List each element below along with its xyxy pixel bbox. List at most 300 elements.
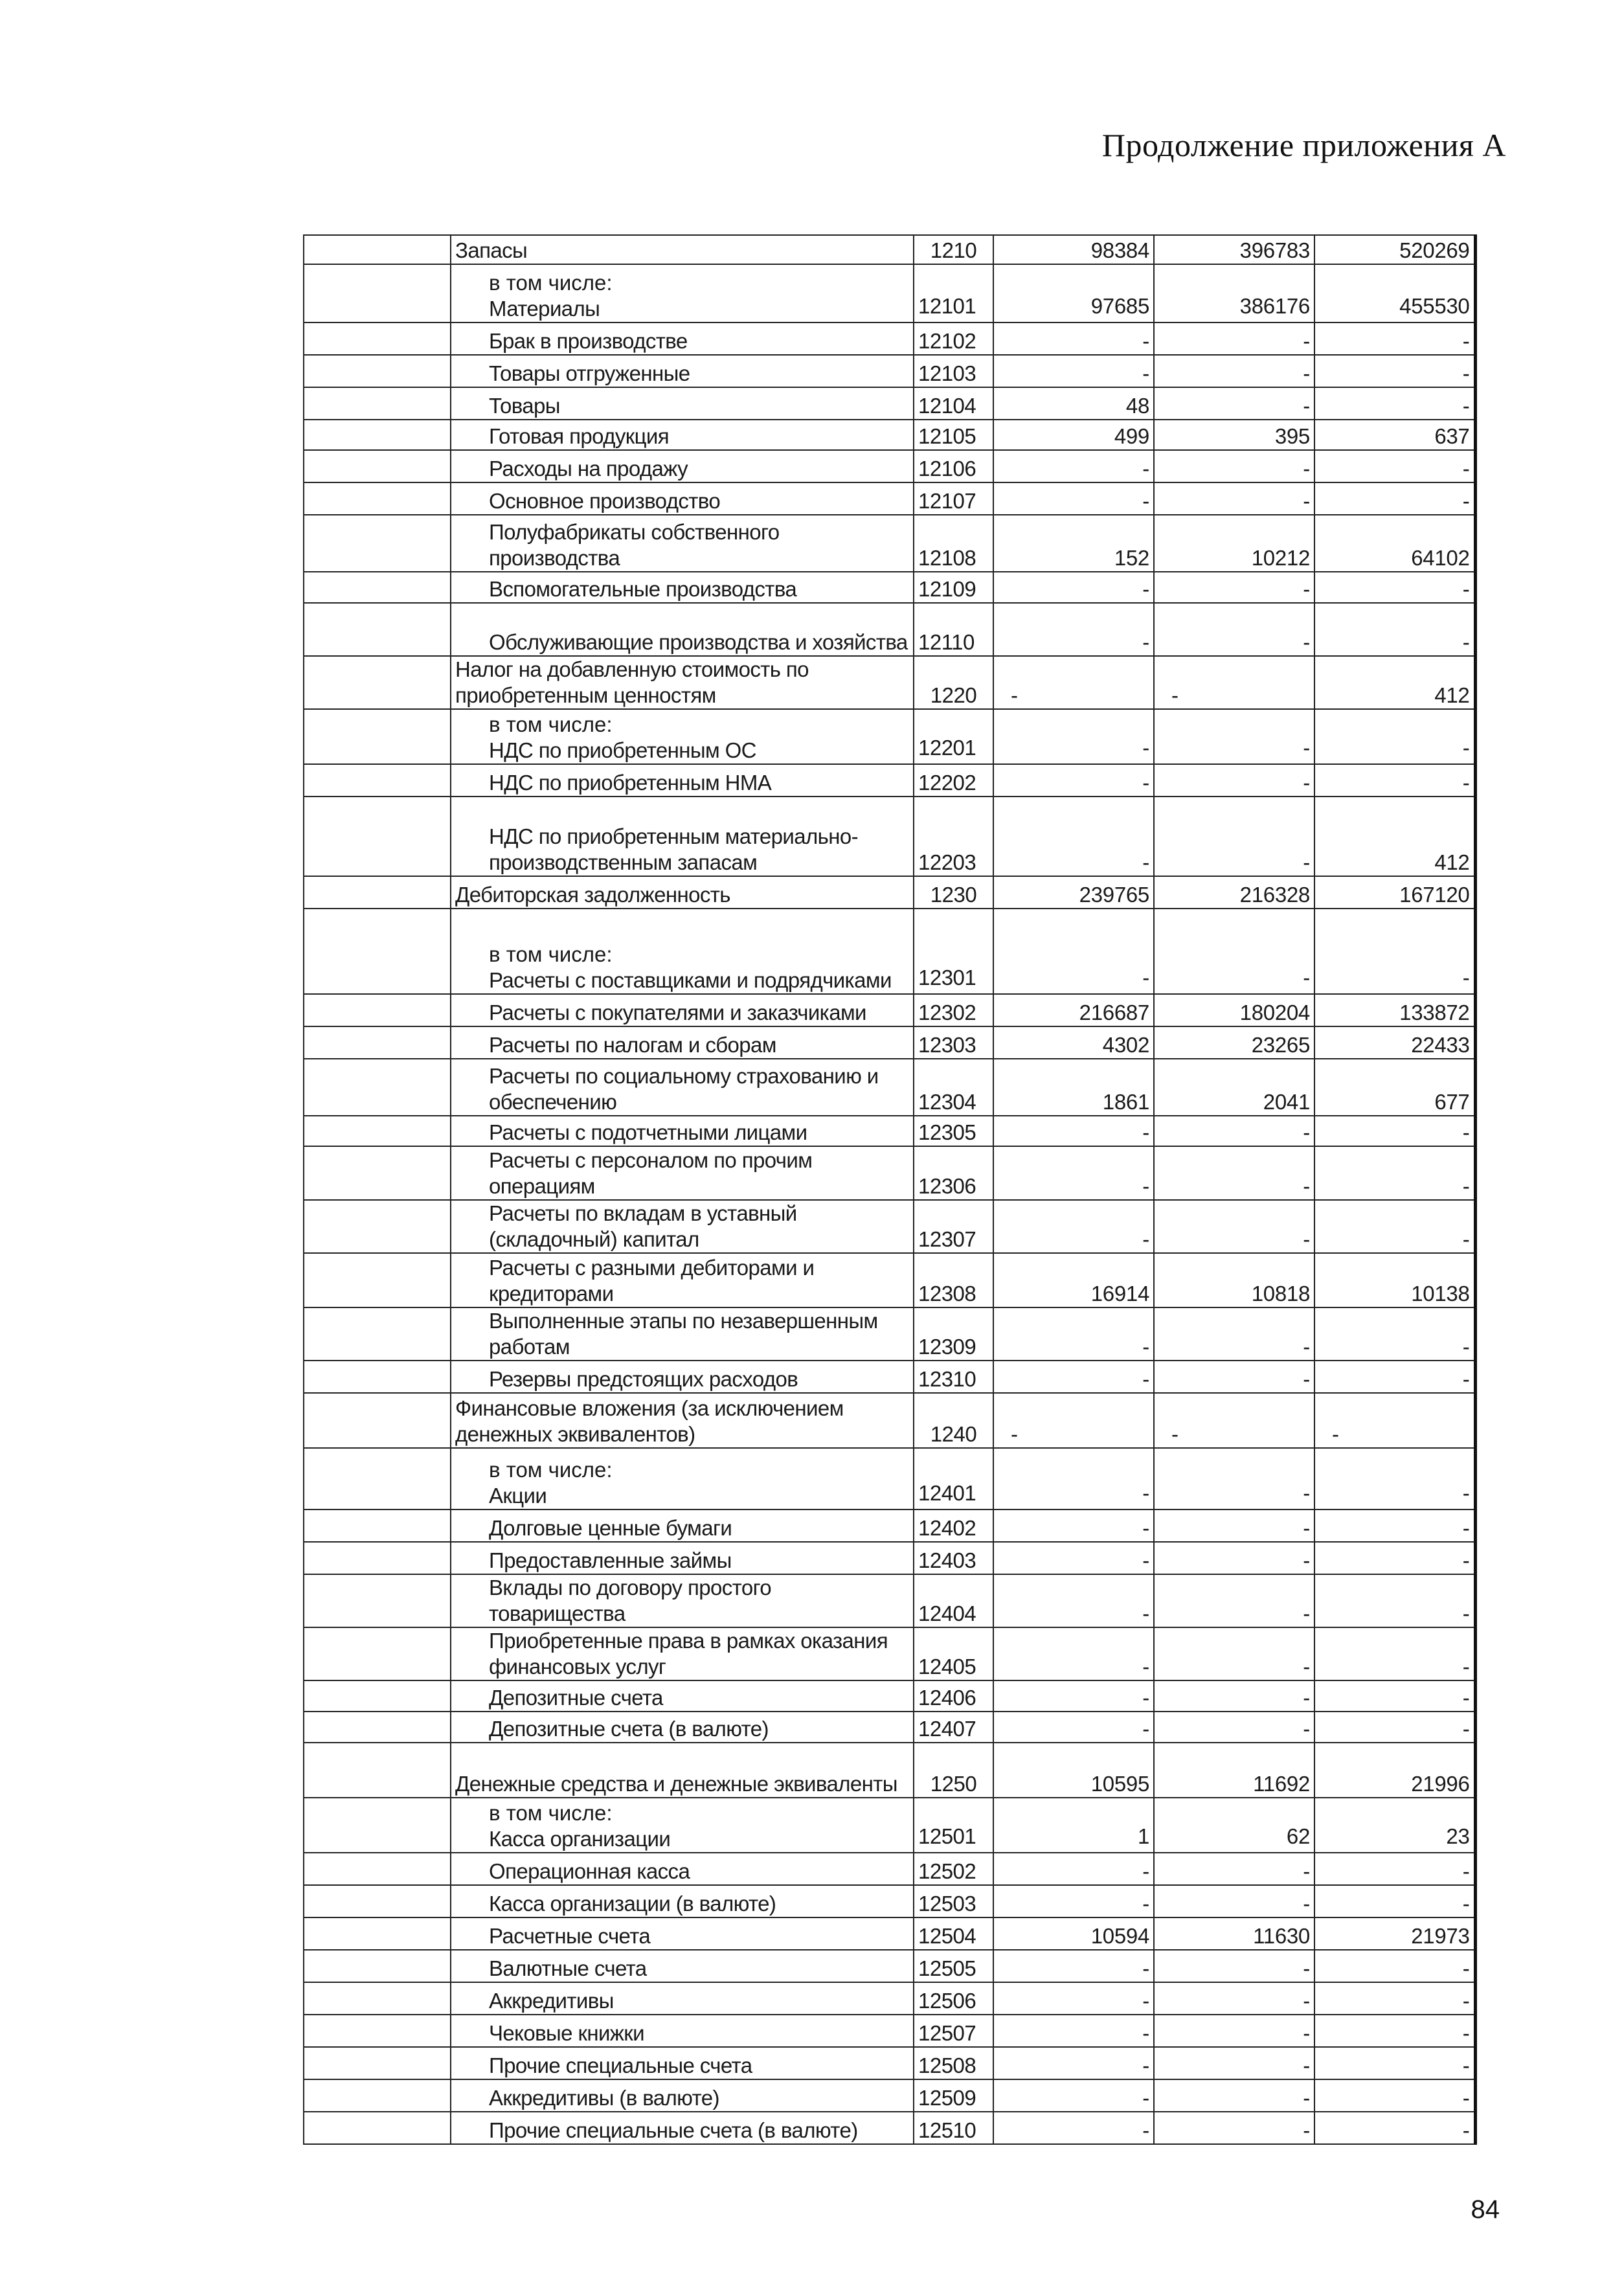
value-cell-col-3: 412: [1314, 656, 1475, 709]
row-label-text: Расчетные счета: [489, 1924, 651, 1948]
row-code: 12203: [914, 797, 993, 876]
table-row: [304, 1680, 1475, 1712]
row-code: 12102: [914, 322, 993, 355]
balance-sheet-table: [303, 234, 1477, 2145]
table-row: [304, 909, 1475, 994]
value-cell-col-1: -: [993, 1712, 1154, 1743]
value-cell-col-3: -: [1314, 1680, 1475, 1712]
row-label-text: Денежные средства и денежные эквиваленты: [455, 1772, 897, 1796]
row-label-sub: [451, 322, 914, 355]
row-code: 12302: [914, 994, 993, 1026]
row-label-sub: [451, 450, 914, 482]
table-row: [304, 264, 1475, 322]
value-cell-col-1: 239765: [993, 876, 1154, 909]
value-cell-col-2: -: [1154, 1116, 1314, 1146]
row-label-text: Предоставленные займы: [489, 1548, 732, 1572]
row-code: 12103: [914, 355, 993, 387]
row-label-text: Расчеты по социальному страхованию и обеспечению: [489, 1064, 879, 1114]
row-label-text: Готовая продукция: [489, 424, 669, 448]
value-cell-col-1: -: [993, 1116, 1154, 1146]
value-cell-col-1: -: [993, 1627, 1154, 1680]
value-cell-col-2: -: [1154, 709, 1314, 764]
value-cell-col-3: -: [1314, 1116, 1475, 1146]
value-cell-col-2: -: [1154, 2015, 1314, 2047]
row-label-text: Расчеты с разными дебиторами и кредиторами: [489, 1256, 815, 1306]
row-label-sub: [451, 709, 914, 764]
table-row: [304, 1026, 1475, 1059]
row-label-text: Резервы предстоящих расходов: [489, 1367, 798, 1391]
value-cell-col-3: -: [1314, 764, 1475, 797]
value-cell-col-3: -: [1314, 1853, 1475, 1885]
row-blank-cell: [304, 1950, 451, 1982]
value-cell-col-3: 677: [1314, 1059, 1475, 1116]
row-blank-cell: [304, 387, 451, 420]
value-cell-col-2: 10818: [1154, 1253, 1314, 1307]
value-cell-col-2: -: [1154, 1853, 1314, 1885]
value-cell-col-1: -: [993, 1307, 1154, 1361]
row-blank-cell: [304, 264, 451, 322]
value-cell-col-3: -: [1314, 709, 1475, 764]
row-label-sub: [451, 387, 914, 420]
value-cell-col-1: 4302: [993, 1026, 1154, 1059]
value-cell-col-3: 10138: [1314, 1253, 1475, 1307]
row-code: 12104: [914, 387, 993, 420]
row-code: 12109: [914, 572, 993, 603]
row-blank-cell: [304, 1253, 451, 1307]
row-label-sub: [451, 909, 914, 994]
table-row: [304, 322, 1475, 355]
table-row: [304, 1448, 1475, 1509]
row-code: 12506: [914, 1982, 993, 2015]
value-cell-col-3: 637: [1314, 420, 1475, 450]
value-cell-col-3: -: [1314, 603, 1475, 656]
row-blank-cell: [304, 876, 451, 909]
row-label-text: Расчеты с поставщиками и подрядчиками: [489, 968, 892, 992]
value-cell-col-1: -: [993, 1146, 1154, 1200]
value-cell-col-2: -: [1154, 322, 1314, 355]
row-blank-cell: [304, 572, 451, 603]
value-cell-col-1: -: [993, 1393, 1154, 1448]
including-label: в том числе:: [489, 1801, 613, 1825]
value-cell-col-3: -: [1314, 2112, 1475, 2144]
value-cell-col-2: -: [1154, 1982, 1314, 2015]
row-code: 1240: [914, 1393, 993, 1448]
value-cell-col-2: -: [1154, 1393, 1314, 1448]
including-label: в том числе:: [489, 712, 613, 736]
value-cell-col-3: -: [1314, 1574, 1475, 1627]
row-code: 12308: [914, 1253, 993, 1307]
table-row: [304, 876, 1475, 909]
value-cell-col-2: -: [1154, 482, 1314, 515]
row-code: 12202: [914, 764, 993, 797]
row-blank-cell: [304, 515, 451, 572]
row-code: 12510: [914, 2112, 993, 2144]
table-row: [304, 235, 1475, 264]
table-row: [304, 2047, 1475, 2079]
row-code: 12405: [914, 1627, 993, 1680]
row-blank-cell: [304, 603, 451, 656]
row-code: 12509: [914, 2079, 993, 2112]
value-cell-col-2: -: [1154, 1509, 1314, 1542]
row-code: 12110: [914, 603, 993, 656]
table-row: [304, 1361, 1475, 1393]
row-code: 12502: [914, 1853, 993, 1885]
row-code: 12309: [914, 1307, 993, 1361]
table-row: [304, 1200, 1475, 1253]
row-blank-cell: [304, 1680, 451, 1712]
value-cell-col-1: -: [993, 909, 1154, 994]
value-cell-col-3: -: [1314, 1361, 1475, 1393]
row-label-sub: [451, 1950, 914, 1982]
value-cell-col-3: 167120: [1314, 876, 1475, 909]
row-label-text: Расчеты с персоналом по прочим операциям: [489, 1148, 813, 1198]
row-code: 12507: [914, 2015, 993, 2047]
value-cell-col-1: 98384: [993, 235, 1154, 264]
row-blank-cell: [304, 1853, 451, 1885]
value-cell-col-3: -: [1314, 1146, 1475, 1200]
row-code: 12403: [914, 1542, 993, 1574]
value-cell-col-2: -: [1154, 1885, 1314, 1917]
row-code: 12301: [914, 909, 993, 994]
value-cell-col-2: -: [1154, 1712, 1314, 1743]
value-cell-col-2: -: [1154, 450, 1314, 482]
row-blank-cell: [304, 797, 451, 876]
value-cell-col-1: -: [993, 355, 1154, 387]
row-label-sub: [451, 1574, 914, 1627]
row-label-text: Запасы: [455, 238, 528, 262]
row-code: 12503: [914, 1885, 993, 1917]
value-cell-col-2: 23265: [1154, 1026, 1314, 1059]
table-row: [304, 2112, 1475, 2144]
value-cell-col-1: -: [993, 1361, 1154, 1393]
table-row: [304, 1574, 1475, 1627]
row-label-sub: [451, 1509, 914, 1542]
value-cell-col-3: 64102: [1314, 515, 1475, 572]
row-blank-cell: [304, 2079, 451, 2112]
value-cell-col-3: -: [1314, 1885, 1475, 1917]
row-label-text: Чековые книжки: [489, 2021, 644, 2045]
value-cell-col-1: -: [993, 2015, 1154, 2047]
value-cell-col-1: 216687: [993, 994, 1154, 1026]
row-label-text: Валютные счета: [489, 1956, 647, 1980]
table-row: [304, 1917, 1475, 1950]
table-row: [304, 1307, 1475, 1361]
table-row: [304, 387, 1475, 420]
row-label-sub: [451, 1982, 914, 2015]
row-label-text: Выполненные этапы по незавершенным работам: [489, 1309, 878, 1359]
table-row: [304, 764, 1475, 797]
value-cell-col-1: -: [993, 1982, 1154, 2015]
row-label-sub: [451, 1253, 914, 1307]
table-row: [304, 1853, 1475, 1885]
row-code: 12406: [914, 1680, 993, 1712]
row-label-sub: [451, 515, 914, 572]
row-label-sub: [451, 1627, 914, 1680]
value-cell-col-2: -: [1154, 1542, 1314, 1574]
row-blank-cell: [304, 2112, 451, 2144]
value-cell-col-1: 499: [993, 420, 1154, 450]
row-blank-cell: [304, 1509, 451, 1542]
value-cell-col-2: -: [1154, 764, 1314, 797]
row-label-sub: [451, 355, 914, 387]
table-row: [304, 420, 1475, 450]
table-row: [304, 603, 1475, 656]
value-cell-col-3: -: [1314, 909, 1475, 994]
value-cell-col-3: -: [1314, 1509, 1475, 1542]
row-label-text: Прочие специальные счета: [489, 2053, 752, 2077]
row-blank-cell: [304, 2015, 451, 2047]
value-cell-col-3: -: [1314, 2015, 1475, 2047]
row-label-text: Расчеты с подотчетными лицами: [489, 1120, 807, 1144]
row-label-text: Операционная касса: [489, 1859, 690, 1883]
value-cell-col-1: 10595: [993, 1743, 1154, 1798]
value-cell-col-2: -: [1154, 1574, 1314, 1627]
value-cell-col-1: -: [993, 2079, 1154, 2112]
value-cell-col-3: -: [1314, 482, 1475, 515]
value-cell-col-1: -: [993, 709, 1154, 764]
value-cell-col-2: 396783: [1154, 235, 1314, 264]
row-label-text: Касса организации (в валюте): [489, 1892, 776, 1916]
value-cell-col-1: -: [993, 656, 1154, 709]
row-label-text: Товары: [489, 394, 560, 418]
value-cell-col-1: -: [993, 572, 1154, 603]
value-cell-col-3: -: [1314, 322, 1475, 355]
row-blank-cell: [304, 450, 451, 482]
row-code: 12307: [914, 1200, 993, 1253]
value-cell-col-1: -: [993, 1853, 1154, 1885]
value-cell-col-2: 216328: [1154, 876, 1314, 909]
value-cell-col-3: 22433: [1314, 1026, 1475, 1059]
table-row: [304, 1743, 1475, 1798]
row-label-text: Брак в производстве: [489, 329, 688, 353]
row-label-sub: [451, 2112, 914, 2144]
row-code: 12404: [914, 1574, 993, 1627]
value-cell-col-3: -: [1314, 1982, 1475, 2015]
row-blank-cell: [304, 1448, 451, 1509]
value-cell-col-1: -: [993, 1200, 1154, 1253]
row-code: 1250: [914, 1743, 993, 1798]
value-cell-col-3: 21973: [1314, 1917, 1475, 1950]
table-row: [304, 797, 1475, 876]
value-cell-col-1: -: [993, 1509, 1154, 1542]
table-row: [304, 1950, 1475, 1982]
value-cell-col-3: -: [1314, 2079, 1475, 2112]
value-cell-col-1: -: [993, 1448, 1154, 1509]
row-label-sub: [451, 1680, 914, 1712]
row-label-text: Товары отгруженные: [489, 361, 690, 385]
row-label-main: [451, 1393, 914, 1448]
value-cell-col-1: -: [993, 1680, 1154, 1712]
row-blank-cell: [304, 764, 451, 797]
value-cell-col-1: 16914: [993, 1253, 1154, 1307]
row-blank-cell: [304, 656, 451, 709]
row-code: 12310: [914, 1361, 993, 1393]
row-code: 12504: [914, 1917, 993, 1950]
table-row: [304, 709, 1475, 764]
table-row: [304, 482, 1475, 515]
value-cell-col-1: -: [993, 1542, 1154, 1574]
row-blank-cell: [304, 1982, 451, 2015]
value-cell-col-1: -: [993, 1574, 1154, 1627]
value-cell-col-3: -: [1314, 387, 1475, 420]
row-label-sub: [451, 1059, 914, 1116]
table-row: [304, 2079, 1475, 2112]
row-label-sub: [451, 2047, 914, 2079]
row-label-sub: [451, 1542, 914, 1574]
table-row: [304, 2015, 1475, 2047]
value-cell-col-3: 23: [1314, 1798, 1475, 1853]
row-label-sub: [451, 797, 914, 876]
row-blank-cell: [304, 420, 451, 450]
including-label: в том числе:: [489, 271, 613, 295]
value-cell-col-1: -: [993, 482, 1154, 515]
row-label-text: Аккредитивы (в валюте): [489, 2086, 719, 2110]
row-blank-cell: [304, 1116, 451, 1146]
row-label-sub: [451, 1116, 914, 1146]
including-label: в том числе:: [489, 942, 613, 966]
value-cell-col-2: 395: [1154, 420, 1314, 450]
row-code: 12305: [914, 1116, 993, 1146]
row-label-text: Расчеты с покупателями и заказчиками: [489, 1001, 866, 1024]
value-cell-col-3: -: [1314, 450, 1475, 482]
value-cell-col-2: -: [1154, 1361, 1314, 1393]
row-blank-cell: [304, 1393, 451, 1448]
value-cell-col-3: -: [1314, 1712, 1475, 1743]
row-label-main: [451, 656, 914, 709]
value-cell-col-3: -: [1314, 1542, 1475, 1574]
row-code: 12108: [914, 515, 993, 572]
value-cell-col-1: -: [993, 1950, 1154, 1982]
table-row: [304, 1116, 1475, 1146]
row-label-text: Прочие специальные счета (в валюте): [489, 2118, 858, 2142]
value-cell-col-3: -: [1314, 2047, 1475, 2079]
value-cell-col-2: -: [1154, 355, 1314, 387]
row-label-text: Расходы на продажу: [489, 457, 688, 481]
value-cell-col-3: -: [1314, 1200, 1475, 1253]
value-cell-col-3: 133872: [1314, 994, 1475, 1026]
row-blank-cell: [304, 355, 451, 387]
value-cell-col-3: -: [1314, 1393, 1475, 1448]
row-label-sub: [451, 994, 914, 1026]
row-blank-cell: [304, 709, 451, 764]
row-blank-cell: [304, 1627, 451, 1680]
row-label-sub: [451, 2079, 914, 2112]
row-label-sub: [451, 1853, 914, 1885]
table-row: [304, 994, 1475, 1026]
row-blank-cell: [304, 1885, 451, 1917]
row-blank-cell: [304, 235, 451, 264]
value-cell-col-1: -: [993, 2112, 1154, 2144]
table-row: [304, 1627, 1475, 1680]
row-blank-cell: [304, 1542, 451, 1574]
row-label-text: Долговые ценные бумаги: [489, 1516, 732, 1540]
value-cell-col-1: 1: [993, 1798, 1154, 1853]
row-label-text: Основное производство: [489, 489, 721, 513]
table-row: [304, 1393, 1475, 1448]
row-blank-cell: [304, 2047, 451, 2079]
row-label-main: [451, 1743, 914, 1798]
value-cell-col-2: -: [1154, 1950, 1314, 1982]
row-blank-cell: [304, 1200, 451, 1253]
row-label-sub: [451, 764, 914, 797]
row-code: 12201: [914, 709, 993, 764]
value-cell-col-1: -: [993, 764, 1154, 797]
value-cell-col-3: 412: [1314, 797, 1475, 876]
value-cell-col-1: -: [993, 322, 1154, 355]
value-cell-col-2: -: [1154, 656, 1314, 709]
row-label-text: Вклады по договору простого товарищества: [489, 1576, 772, 1625]
row-label-text: Депозитные счета: [489, 1686, 663, 1710]
value-cell-col-2: -: [1154, 1448, 1314, 1509]
value-cell-col-1: 10594: [993, 1917, 1154, 1950]
row-label-text: Касса организации: [489, 1827, 671, 1851]
table-row: [304, 515, 1475, 572]
table-row: [304, 355, 1475, 387]
table-row: [304, 656, 1475, 709]
row-code: 12402: [914, 1509, 993, 1542]
value-cell-col-2: -: [1154, 2112, 1314, 2144]
page-header: Продолжение приложения А: [1101, 127, 1506, 163]
row-label-text: Налог на добавленную стоимость по приобретенным ценностям: [455, 657, 809, 707]
row-label-sub: [451, 1146, 914, 1200]
row-code: 1230: [914, 876, 993, 909]
row-code: 12304: [914, 1059, 993, 1116]
value-cell-col-1: -: [993, 603, 1154, 656]
table-row: [304, 1542, 1475, 1574]
row-label-text: Расчеты по налогам и сборам: [489, 1033, 776, 1057]
row-label-text: Обслуживающие производства и хозяйства: [489, 630, 908, 654]
value-cell-col-2: -: [1154, 1307, 1314, 1361]
row-label-text: Депозитные счета (в валюте): [489, 1717, 769, 1741]
row-code: 12306: [914, 1146, 993, 1200]
value-cell-col-3: -: [1314, 1307, 1475, 1361]
row-blank-cell: [304, 909, 451, 994]
row-label-main: [451, 235, 914, 264]
row-label-text: Расчеты по вкладам в уставный (складочный) капитал: [489, 1201, 797, 1251]
row-label-sub: [451, 1798, 914, 1853]
value-cell-col-3: -: [1314, 1950, 1475, 1982]
row-label-text: НДС по приобретенным НМА: [489, 771, 772, 795]
value-cell-col-2: -: [1154, 2079, 1314, 2112]
row-blank-cell: [304, 482, 451, 515]
row-blank-cell: [304, 1712, 451, 1743]
row-code: 12107: [914, 482, 993, 515]
row-blank-cell: [304, 1798, 451, 1853]
row-code: 12401: [914, 1448, 993, 1509]
including-label: в том числе:: [489, 1458, 613, 1482]
row-code: 12508: [914, 2047, 993, 2079]
row-blank-cell: [304, 1743, 451, 1798]
value-cell-col-3: -: [1314, 1448, 1475, 1509]
table-row: [304, 450, 1475, 482]
value-cell-col-2: 62: [1154, 1798, 1314, 1853]
value-cell-col-2: -: [1154, 1146, 1314, 1200]
value-cell-col-1: 152: [993, 515, 1154, 572]
value-cell-col-2: 11692: [1154, 1743, 1314, 1798]
row-label-sub: [451, 420, 914, 450]
table-row: [304, 1509, 1475, 1542]
row-label-sub: [451, 2015, 914, 2047]
value-cell-col-2: -: [1154, 572, 1314, 603]
row-label-sub: [451, 1885, 914, 1917]
table-row: [304, 1798, 1475, 1853]
row-blank-cell: [304, 322, 451, 355]
value-cell-col-1: 1861: [993, 1059, 1154, 1116]
value-cell-col-1: -: [993, 1885, 1154, 1917]
value-cell-col-1: -: [993, 450, 1154, 482]
table-row: [304, 1885, 1475, 1917]
row-blank-cell: [304, 994, 451, 1026]
